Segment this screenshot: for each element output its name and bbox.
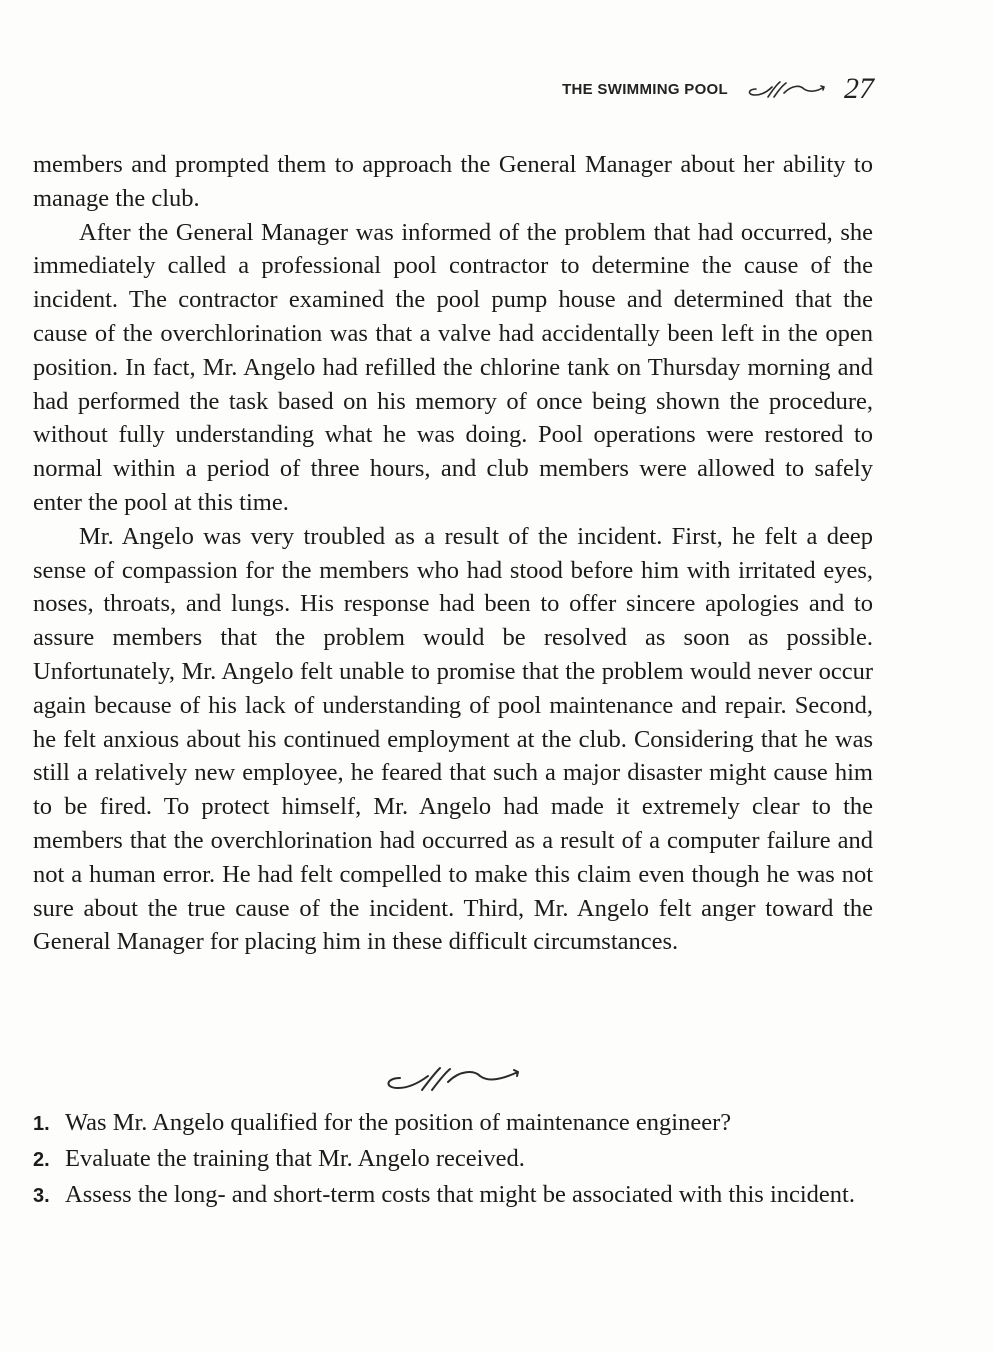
question-text: Was Mr. Angelo qualified for the position of maintenance engineer? (65, 1109, 732, 1136)
body-text (33, 148, 873, 959)
paragraph: Mr. Angelo was very troubled as a result of the incident. First, he felt a deep sense of compassion for the members who had stood before him with irritated eyes, noses, throats, and lungs. His response had been to offer sincere apologies and to assure members that the problem would be resolved as soon as possible. Unfortunately, Mr. Angelo felt unable to promise that the problem would never occur again because of his lack of understanding of pool maintenance and repair. Second, he felt anxious about his continued employment at the club. Considering that he was still a relatively new employee, he feared that such a major disaster might cause him to be fired. To protect himself, Mr. Angelo had made it extremely clear to the members that the overchlorination had occurred as a result of a computer failure and not a human error. He had felt compelled to make this claim even though he was not sure about the true cause of the incident. Third, Mr. Angelo felt anger toward the General Manager for placing him in these difficult circumstances. (33, 522, 873, 956)
paragraph: members and prompted them to approach the General Manager about her ability to manage the club. (33, 151, 873, 212)
question-item (33, 1106, 873, 1142)
discussion-questions (33, 1106, 873, 1213)
question-text: Evaluate the training that Mr. Angelo received. (65, 1144, 525, 1172)
running-head (562, 74, 874, 104)
paragraph: After the General Manager was informed of the problem that had occurred, she immediately called a professional pool contractor to determine the cause of the incident. The contractor examined the pool pump house and determined that the cause of the overchlorination was that a valve had accidentally been left in the open position. In fact, Mr. Angelo had refilled the chlorine tank on Thursday morning and had performed the task based on his memory of once being shown the procedure, without fully understanding what he was doing. Pool operations were restored to normal within a period of three hours, and club members were allowed to safely enter the pool at this time. (33, 218, 873, 516)
flourish-ornament-icon (744, 77, 834, 101)
running-title: THE SWIMMING POOL (562, 80, 728, 98)
question-item (33, 1178, 873, 1214)
question-text: Assess the long- and short-term costs that might be associated with this incident. (65, 1180, 855, 1208)
question-number: 2. (33, 1148, 50, 1171)
section-break-ornament-icon (378, 1060, 528, 1094)
question-number: 1. (33, 1113, 50, 1135)
question-number: 3. (33, 1184, 50, 1207)
question-item (33, 1142, 873, 1178)
page-number: 27 (844, 72, 874, 105)
